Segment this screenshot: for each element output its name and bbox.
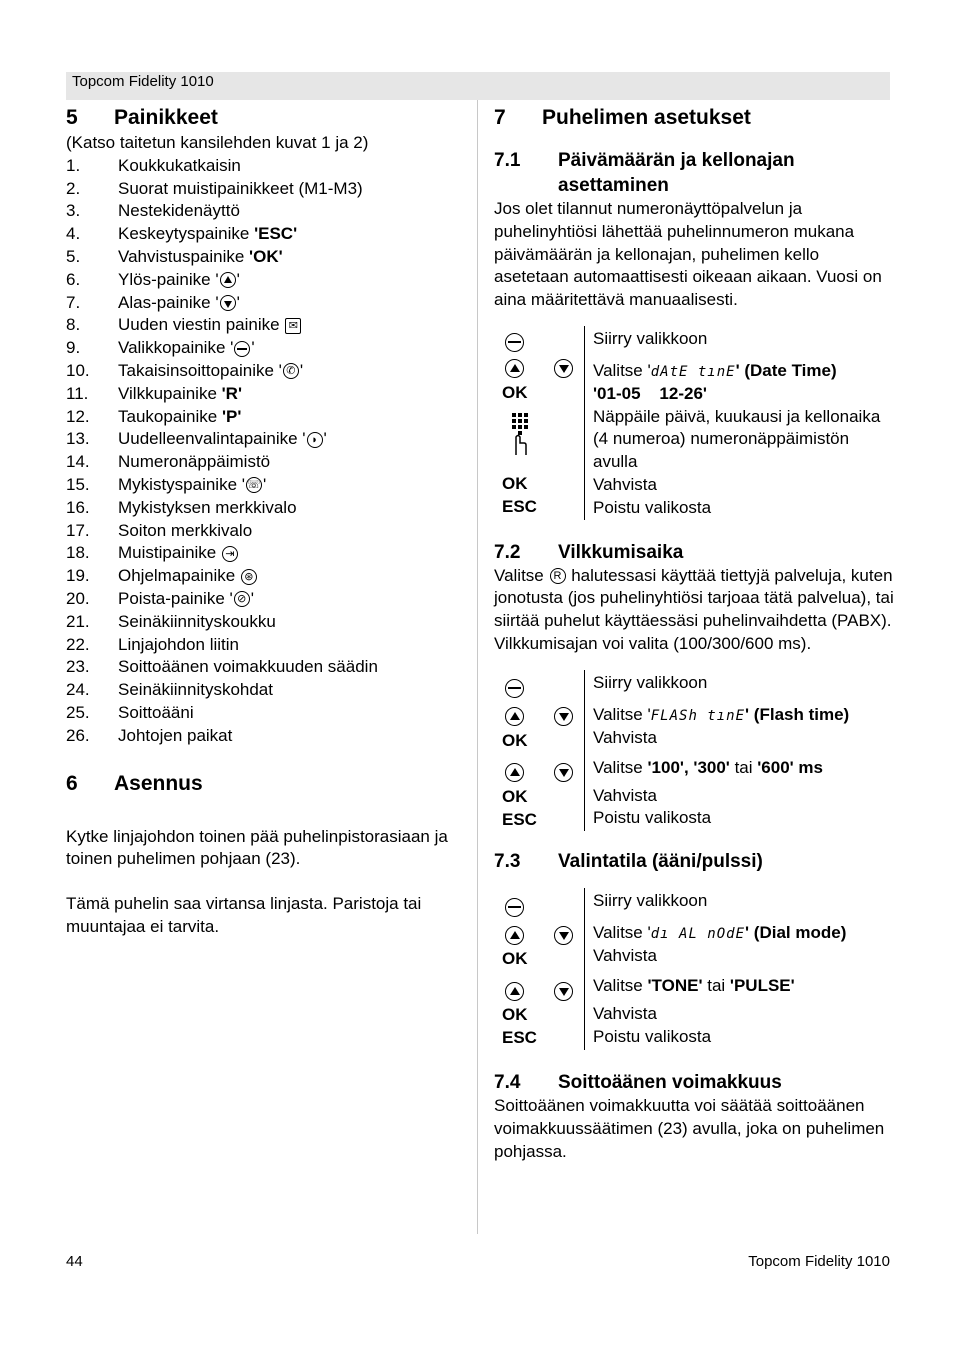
- step-ok-value: '01-05 12-26': [593, 383, 707, 403]
- item-number: 2.: [66, 178, 81, 198]
- section-5-intro: (Katso taitetun kansilehden kuvat 1 ja 2): [66, 133, 369, 152]
- item-text: Muistipainike ⇥: [118, 542, 239, 565]
- up-key-icon: [505, 763, 524, 782]
- step-confirm: Vahvista: [593, 946, 657, 966]
- button-list-item: [66, 292, 466, 315]
- item-number: 21.: [66, 611, 90, 631]
- mute-phone-icon: ☏: [247, 479, 261, 492]
- item-number: 19.: [66, 566, 90, 586]
- step-exit: Poistu valikosta: [593, 1026, 712, 1046]
- item-number: 12.: [66, 406, 90, 426]
- step-confirm: Vahvista: [593, 474, 657, 494]
- step-menu: Siirry valikkoon: [593, 672, 708, 692]
- item-number: 14.: [66, 452, 90, 472]
- redial-icon: ◗: [307, 432, 323, 448]
- button-list-item: [66, 314, 466, 337]
- item-text: Nestekidenäyttö: [118, 201, 240, 221]
- ok-key-label: OK: [502, 473, 528, 493]
- left-column: [66, 104, 466, 939]
- item-text: Poista-painike ' ⊘ ': [118, 588, 254, 608]
- step-select-values: Valitse '100', '300' tai '600' ms: [593, 757, 823, 777]
- item-number: 26.: [66, 725, 90, 745]
- item-number: 17.: [66, 520, 90, 540]
- button-list-item: [66, 679, 466, 702]
- item-text: Taukopainike 'P': [118, 406, 242, 426]
- button-list-item: [66, 474, 466, 497]
- callback-phone-icon: ✆: [283, 363, 299, 379]
- section-7-4-text: Soittoäänen voimakkuutta voi säätää soittoäänen voimakkuussäätimen (23) avulla, joka on puhelimen pohjassa.: [494, 1095, 885, 1161]
- down-key-icon: [554, 707, 573, 726]
- item-number: 1.: [66, 155, 81, 175]
- section-7-1-steps: [494, 326, 894, 520]
- memory-icon: ⇥: [222, 546, 238, 562]
- item-number: 13.: [66, 429, 90, 449]
- button-list-item: [66, 565, 466, 588]
- item-text: Soiton merkkivalo: [118, 520, 253, 540]
- item-number: 6.: [66, 269, 81, 289]
- item-number: 23.: [66, 657, 90, 677]
- button-list-item: [66, 725, 466, 748]
- esc-key-label: ESC: [502, 496, 537, 516]
- down-key-icon: [554, 763, 573, 782]
- ok-key-label: OK: [502, 730, 528, 750]
- step-keypad-desc: Näppäile päivä, kuukausi ja kellonaika (4 numeroa) numeronäppäimistön avulla: [593, 406, 881, 472]
- button-list-item: [66, 223, 466, 246]
- up-key-icon: [505, 926, 524, 945]
- step-select-mode: Valitse 'TONE' tai 'PULSE': [593, 976, 795, 996]
- button-list-item: [66, 611, 466, 634]
- item-text: Numeronäppäimistö: [118, 452, 271, 472]
- menu-key-icon: [505, 898, 524, 917]
- item-text: Uudelleenvalintapainike ' ◗ ': [118, 429, 327, 449]
- section-7-2-text: Valitse R halutessasi käyttää tiettyjä palveluja, kuten jonotusta (jos puhelinyhtiösi tarjoaa tätä palvelua), tai siirtää puhelut käyttäessäsi puhelinvaihdetta (PABX).: [494, 565, 894, 631]
- item-text: Vilkkupainike 'R': [118, 383, 243, 403]
- button-list-item: [66, 634, 466, 657]
- section-6-paragraph-1: Kytke linjajohdon toinen pää puhelinpistorasiaan ja toinen puhelimen pohjaan (23).: [66, 826, 448, 869]
- item-text: Linjajohdon liitin: [118, 634, 239, 654]
- running-header: [66, 72, 890, 100]
- button-list-item: [66, 383, 466, 406]
- item-text: Takaisinsoittopainike ' ✆ ': [118, 360, 304, 380]
- item-number: 5.: [66, 246, 81, 266]
- section-7-2-heading: 7.2 Vilkkumisaika: [494, 541, 684, 563]
- button-list-item: [66, 588, 466, 611]
- section-5-heading: 5 Painikkeet: [66, 106, 218, 129]
- footer-title: Topcom Fidelity 1010: [748, 1253, 890, 1270]
- esc-key-label: ESC: [502, 1028, 537, 1048]
- step-menu: Siirry valikkoon: [593, 328, 708, 348]
- button-list-item: [66, 702, 466, 725]
- section-7-4-heading: 7.4 Soittoäänen voimakkuus: [494, 1071, 782, 1093]
- ok-key-label: OK: [502, 382, 528, 402]
- item-number: 25.: [66, 702, 90, 722]
- item-text: Suorat muistipainikkeet (M1-M3): [118, 178, 363, 198]
- item-text: Valikkopainike ' ': [118, 338, 255, 358]
- keypad-icon: [508, 411, 532, 457]
- button-list-item: [66, 155, 466, 178]
- header-title: Topcom Fidelity 1010: [72, 73, 214, 90]
- item-text: Mykistyspainike ' ☏ ': [118, 474, 267, 494]
- step-confirm-2: Vahvista: [593, 1004, 657, 1024]
- ok-key-label: OK: [502, 1005, 528, 1025]
- section-7-2-text-2: Vilkkumisajan voi valita (100/300/600 ms).: [494, 633, 812, 653]
- item-text: Vahvistuspainike 'OK': [118, 246, 283, 266]
- item-number: 22.: [66, 634, 90, 654]
- up-key-icon: [505, 982, 524, 1001]
- button-list-item: [66, 451, 466, 474]
- button-list-item: [66, 497, 466, 520]
- button-list-item: [66, 656, 466, 679]
- item-text: Koukkukatkaisin: [118, 155, 241, 175]
- delete-icon: ⊘: [234, 591, 250, 607]
- button-list-item: [66, 520, 466, 543]
- step-select-flash-time: Valitse 'FLASh tınE' (Flash time): [593, 704, 850, 724]
- item-text: Uuden viestin painike ✉: [118, 314, 302, 337]
- r-key-icon: R: [550, 568, 566, 584]
- item-text: Soittoäänen voimakkuuden säädin: [118, 657, 378, 677]
- up-key-icon: [505, 359, 524, 378]
- button-list-item: [66, 178, 466, 201]
- section-7-heading: 7 Puhelimen asetukset: [494, 106, 751, 129]
- step-confirm-2: Vahvista: [593, 785, 657, 805]
- down-key-icon: [554, 359, 573, 378]
- item-number: 4.: [66, 224, 81, 244]
- menu-key-icon: [505, 333, 524, 352]
- down-arrow-icon: [220, 295, 236, 311]
- item-text: Ohjelmapainike ⊛: [118, 565, 258, 588]
- section-7-1-text: Jos olet tilannut numeronäyttöpalvelun ja puhelinyhtiösi lähettää puhelinnumeron mukana päivämäärän ja kellonajan, puhelimen kello asetetaan automaattisesti oikeaan aikaan. Vuosi on aina määritettävä manuaalisesti.: [494, 199, 882, 310]
- button-list-item: [66, 542, 466, 565]
- item-text: Seinäkiinnityskoukku: [118, 611, 276, 631]
- menu-key-icon: [234, 341, 250, 357]
- item-text: Seinäkiinnityskohdat: [118, 680, 273, 700]
- item-number: 10.: [66, 360, 90, 380]
- step-exit: Poistu valikosta: [593, 497, 712, 517]
- right-column: [494, 104, 894, 1163]
- envelope-icon: ✉: [285, 318, 301, 334]
- step-menu: Siirry valikkoon: [593, 891, 708, 911]
- item-number: 8.: [66, 315, 81, 335]
- section-7-3-heading: 7.3 Valintatila (ääni/pulssi): [494, 851, 763, 873]
- section-6-heading: 6 Asennus: [66, 771, 203, 795]
- button-list-item: [66, 200, 466, 223]
- item-text: Alas-painike ' ': [118, 292, 240, 312]
- item-text: Ylös-painike ' ': [118, 269, 240, 289]
- item-number: 9.: [66, 338, 81, 358]
- section-6-paragraph-2: Tämä puhelin saa virtansa linjasta. Paristoja tai muuntajaa ei tarvita.: [66, 894, 422, 936]
- up-arrow-icon: [220, 272, 236, 288]
- item-number: 20.: [66, 588, 90, 608]
- item-text: Keskeytyspainike 'ESC': [118, 224, 298, 244]
- button-list-item: [66, 406, 466, 429]
- item-number: 18.: [66, 543, 90, 563]
- item-number: 3.: [66, 201, 81, 221]
- item-text: Soittoääni: [118, 702, 194, 722]
- item-number: 11.: [66, 383, 89, 403]
- program-icon: ⊛: [241, 569, 257, 585]
- item-number: 24.: [66, 680, 90, 700]
- item-number: 15.: [66, 474, 90, 494]
- item-text: Johtojen paikat: [118, 725, 233, 745]
- esc-key-label: ESC: [502, 809, 537, 829]
- column-divider: [477, 100, 478, 1234]
- section-7-3-steps: [494, 888, 894, 1050]
- step-exit: Poistu valikosta: [593, 808, 712, 828]
- page-number: 44: [66, 1253, 83, 1270]
- ok-key-label: OK: [502, 786, 528, 806]
- button-list-item: [66, 360, 466, 383]
- section-7-2-steps: [494, 670, 894, 832]
- button-list-item: [66, 337, 466, 360]
- step-select-dial-mode: Valitse 'dı AL nOdE' (Dial mode): [593, 923, 847, 943]
- down-key-icon: [554, 926, 573, 945]
- item-number: 7.: [66, 292, 81, 312]
- section-7-1-heading: 7.1 Päivämäärän ja kellonajan asettaminen: [494, 150, 795, 196]
- button-list-item: [66, 246, 466, 269]
- menu-key-icon: [505, 679, 524, 698]
- button-list-item: [66, 269, 466, 292]
- item-number: 16.: [66, 497, 90, 517]
- down-key-icon: [554, 982, 573, 1001]
- button-list-item: [66, 428, 466, 451]
- up-key-icon: [505, 707, 524, 726]
- item-text: Mykistyksen merkkivalo: [118, 497, 297, 517]
- ok-key-label: OK: [502, 949, 528, 969]
- step-confirm: Vahvista: [593, 727, 657, 747]
- button-list: [66, 155, 466, 748]
- step-select-date-time: Valitse 'dAtE tınE' (Date Time): [593, 360, 837, 380]
